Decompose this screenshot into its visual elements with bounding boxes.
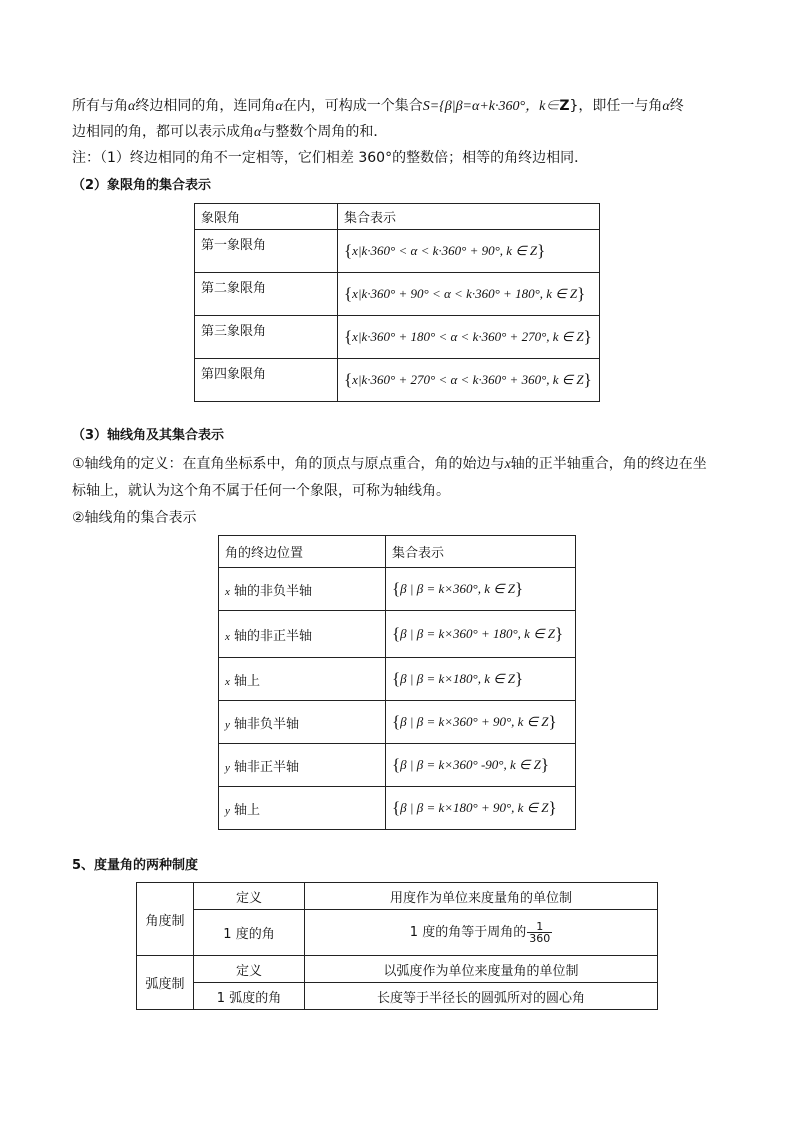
- fraction-one-over-360: [527, 921, 552, 944]
- alpha-symbol: α: [275, 99, 283, 114]
- text: 与整数个周角的和．: [261, 124, 388, 140]
- table-row: [137, 983, 658, 1010]
- text: 轴的正半轴重合，角的终边在坐: [510, 456, 707, 472]
- terminal-side-position: [219, 658, 386, 701]
- table-row: [195, 316, 600, 359]
- set-expression: β | β = k×360°, k ∈ Z: [400, 581, 516, 596]
- angle-measure-systems-table: [136, 882, 658, 1010]
- quadrant-name: 第三象限角: [195, 316, 338, 359]
- system-name: 角度制: [137, 883, 194, 956]
- axis-angle-definition-line-1: [72, 454, 707, 475]
- axis-variable: x: [225, 630, 230, 643]
- set-body: ={β|β=α+k·360°，k∈: [429, 99, 560, 114]
- integer-symbol: Z: [559, 98, 570, 114]
- axis-variable: y: [225, 804, 230, 817]
- system-name: 弧度制: [137, 956, 194, 1010]
- table-row: [137, 910, 658, 956]
- set-expression: β | β = k×360° + 90°, k ∈ Z: [400, 714, 549, 729]
- unit-text: [305, 910, 658, 956]
- definition-label: 定义: [194, 956, 305, 983]
- set-expression: β | β = k×180° + 90°, k ∈ Z: [400, 800, 549, 815]
- set-expression: β | β = k×180°, k ∈ Z: [400, 671, 516, 686]
- unit-description: 1 度的角等于周角的: [409, 925, 527, 940]
- table-row: [219, 568, 576, 611]
- quadrant-name: 第一象限角: [195, 230, 338, 273]
- set-s-symbol: S: [422, 99, 430, 114]
- x-symbol: x: [504, 457, 511, 472]
- fraction-denominator: 360: [529, 932, 551, 945]
- quadrant-set: {x|k·360° + 180° < α < k·360° + 270°, k ∈ Z}: [338, 316, 600, 359]
- section5-heading: 5、度量角的两种制度: [72, 858, 199, 873]
- axis-set: {β | β = k×360° + 90°, k ∈ Z}: [386, 701, 576, 744]
- axis-angle-table: [218, 535, 576, 830]
- note: 注：（1）终边相同的角不一定相等，它们相差 360°的整数倍；相等的角终边相同．: [72, 150, 589, 166]
- set-expression: x|k·360° + 180° < α < k·360° + 270°, k ∈ Z: [352, 329, 584, 344]
- terminal-side-position: [219, 611, 386, 658]
- set-expression: x|k·360° + 270° < α < k·360° + 360°, k ∈ Z: [352, 372, 584, 387]
- axis-variable: y: [225, 761, 230, 774]
- section2-heading: （2）象限角的集合表示: [72, 178, 212, 193]
- quadrant-set: {x|k·360° + 90° < α < k·360° + 180°, k ∈ Z}: [338, 273, 600, 316]
- axis-set: {β | β = k×180° + 90°, k ∈ Z}: [386, 787, 576, 830]
- table-row: [219, 787, 576, 830]
- intro-line-1: [72, 96, 684, 117]
- position-label: 轴非正半轴: [229, 759, 300, 775]
- text: 在内，可构成一个集合: [282, 98, 423, 114]
- text: }，即任一与角: [569, 98, 663, 114]
- fraction-numerator: 1: [527, 921, 552, 933]
- position-label: 轴的非正半轴: [234, 628, 313, 644]
- table-row: [219, 658, 576, 701]
- terminal-side-position: [219, 701, 386, 744]
- text: 所有与角: [72, 98, 128, 114]
- table-header-row: [195, 204, 600, 230]
- header-cell: 角的终边位置: [219, 536, 386, 568]
- terminal-side-position: [219, 787, 386, 830]
- set-expression: β | β = k×360° -90°, k ∈ Z: [400, 757, 541, 772]
- table-row: [219, 611, 576, 658]
- axis-angle-set-label: ②轴线角的集合表示: [72, 510, 197, 526]
- axis-set: {β | β = k×360°, k ∈ Z}: [386, 568, 576, 611]
- text: 终: [669, 98, 684, 114]
- text: 边相同的角，都可以表示成角: [72, 124, 254, 140]
- axis-variable: x: [225, 675, 230, 688]
- position-label: 轴非负半轴: [229, 716, 300, 732]
- quadrant-angle-table: [194, 203, 600, 402]
- text: 终边相同的角，连同角: [135, 98, 276, 114]
- axis-set: {β | β = k×360° + 180°, k ∈ Z}: [386, 611, 576, 658]
- set-expression: β | β = k×360° + 180°, k ∈ Z: [400, 626, 556, 641]
- header-cell: 集合表示: [338, 204, 600, 230]
- position-label: 轴上: [234, 673, 261, 689]
- table-header-row: [219, 536, 576, 568]
- axis-set: {β | β = k×180°, k ∈ Z}: [386, 658, 576, 701]
- axis-variable: y: [225, 718, 230, 731]
- table-row: [195, 230, 600, 273]
- quadrant-name: 第二象限角: [195, 273, 338, 316]
- position-label: 轴上: [229, 802, 261, 818]
- definition-label: 定义: [194, 883, 305, 910]
- set-expression: x|k·360° < α < k·360° + 90°, k ∈ Z: [352, 243, 538, 258]
- definition-text: 用度作为单位来度量角的单位制: [305, 883, 658, 910]
- unit-label: 1 度的角: [194, 910, 305, 956]
- alpha-symbol: α: [254, 125, 262, 140]
- unit-label: 1 弧度的角: [194, 983, 305, 1010]
- axis-variable: x: [225, 585, 230, 598]
- table-row: [195, 359, 600, 402]
- table-row: [195, 273, 600, 316]
- table-row: [137, 956, 658, 983]
- position-label: 轴的非负半轴: [234, 583, 313, 599]
- table-row: [219, 701, 576, 744]
- table-row: [137, 883, 658, 910]
- section3-heading: （3）轴线角及其集合表示: [72, 428, 225, 443]
- axis-set: {β | β = k×360° -90°, k ∈ Z}: [386, 744, 576, 787]
- intro-line-2: [72, 122, 387, 143]
- terminal-side-position: [219, 568, 386, 611]
- quadrant-set: {x|k·360° < α < k·360° + 90°, k ∈ Z}: [338, 230, 600, 273]
- alpha-symbol: α: [662, 99, 670, 114]
- text: ①轴线角的定义：在直角坐标系中，角的顶点与原点重合，角的始边与: [72, 456, 505, 472]
- quadrant-set: {x|k·360° + 270° < α < k·360° + 360°, k ∈ Z}: [338, 359, 600, 402]
- table-row: [219, 744, 576, 787]
- definition-text: 以弧度作为单位来度量角的单位制: [305, 956, 658, 983]
- header-cell: 集合表示: [386, 536, 576, 568]
- header-cell: 象限角: [195, 204, 338, 230]
- axis-angle-definition-line-2: 标轴上，就认为这个角不属于任何一个象限，可称为轴线角。: [72, 483, 450, 499]
- terminal-side-position: [219, 744, 386, 787]
- quadrant-name: 第四象限角: [195, 359, 338, 402]
- alpha-symbol: α: [128, 99, 136, 114]
- set-expression: x|k·360° + 90° < α < k·360° + 180°, k ∈ Z: [352, 286, 578, 301]
- unit-text: 长度等于半径长的圆弧所对的圆心角: [305, 983, 658, 1010]
